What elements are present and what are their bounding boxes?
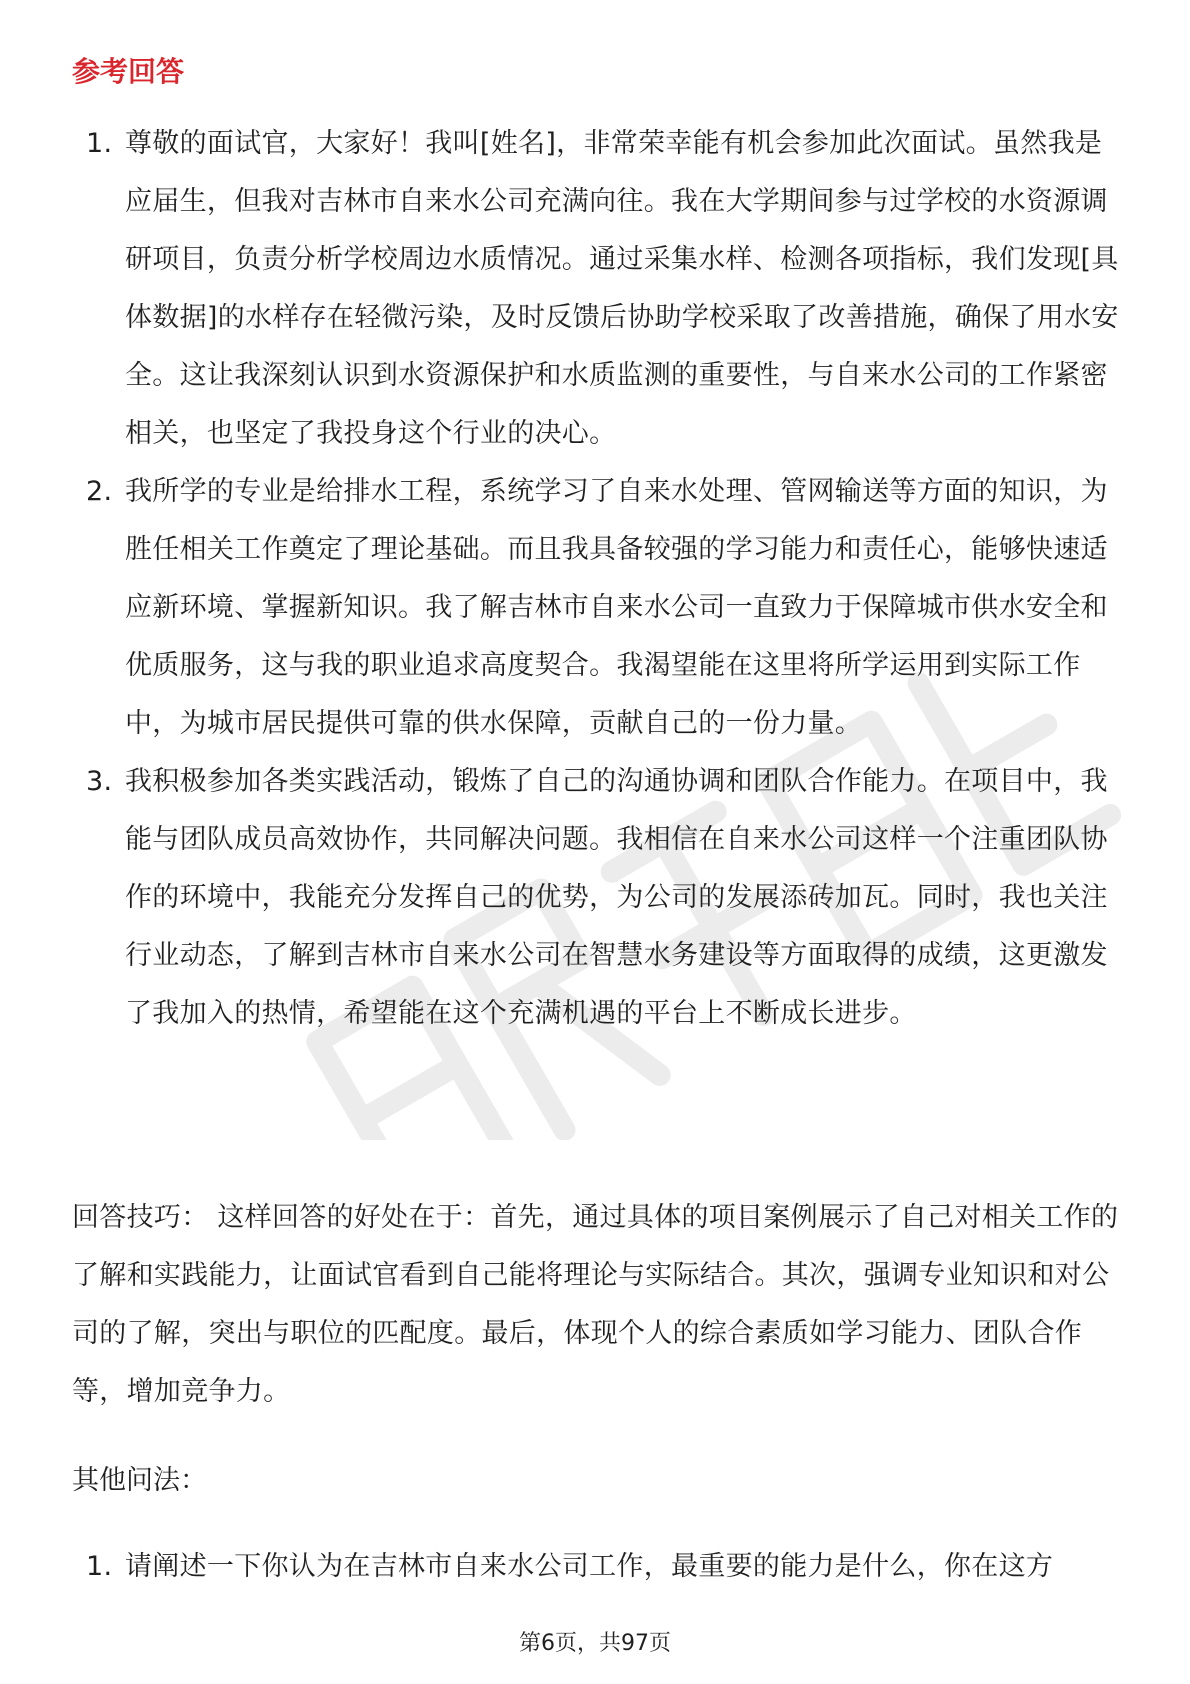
other-questions-list (72, 1538, 1122, 1596)
list-item-text: 我所学的专业是给排水工程，系统学习了自来水处理、管网输送等方面的知识，为胜任相关工作奠定了理论基础。而且我具备较强的学习能力和责任心，能够快速适应新环境、掌握新知识。我了解吉林市自来水公司一直致力于保障城市供水安全和优质服务，这与我的职业追求高度契合。我渴望能在这里将所学运用到实际工作中，为城市居民提供可靠的供水保障，贡献自己的一份力量。 (125, 476, 1108, 739)
list-item-text: 我积极参加各类实践活动，锻炼了自己的沟通协调和团队合作能力。在项目中，我能与团队成员高效协作，共同解决问题。我相信在自来水公司这样一个注重团队协作的环境中，我能充分发挥自己的优势，为公司的发展添砖加瓦。同时，我也关注行业动态，了解到吉林市自来水公司在智慧水务建设等方面取得的成绩，这更激发了我加入的热情，希望能在这个充满机遇的平台上不断成长进步。 (125, 766, 1108, 1029)
list-item (72, 115, 1122, 463)
answer-tips-paragraph: 回答技巧： 这样回答的好处在于：首先，通过具体的项目案例展示了自己对相关工作的了解和实践能力，让面试官看到自己能将理论与实际结合。其次，强调专业知识和对公司的了解，突出与职位的匹配度。最后，体现个人的综合素质如学习能力、团队合作等，增加竞争力。 (72, 1202, 1119, 1407)
list-item-number: 1. (86, 1551, 113, 1582)
list-item-number: 2. (86, 476, 113, 507)
list-item (72, 1538, 1122, 1596)
list-item-number: 3. (86, 766, 113, 797)
other-questions-heading: 其他问法： (72, 1465, 207, 1496)
list-item-text: 尊敬的面试官，大家好！我叫[姓名]，非常荣幸能有机会参加此次面试。虽然我是应届生，但我对吉林市自来水公司充满向往。我在大学期间参与过学校的水资源调研项目，负责分析学校周边水质情况。通过采集水样、检测各项指标，我们发现[具体数据]的水样存在轻微污染，及时反馈后协助学校采取了改善措施，确保了用水安全。这让我深刻认识到水资源保护和水质监测的重要性，与自来水公司的工作紧密相关，也坚定了我投身这个行业的决心。 (125, 128, 1119, 449)
list-item-text: 请阐述一下你认为在吉林市自来水公司工作，最重要的能力是什么，你在这方 (125, 1551, 1054, 1582)
page-number-footer: 第6页，共97页 (519, 1631, 671, 1656)
list-item (72, 463, 1122, 753)
answer-list (72, 115, 1122, 1043)
list-item (72, 753, 1122, 1043)
list-item-number: 1. (86, 128, 113, 159)
section-title: 参考回答 (72, 55, 185, 88)
